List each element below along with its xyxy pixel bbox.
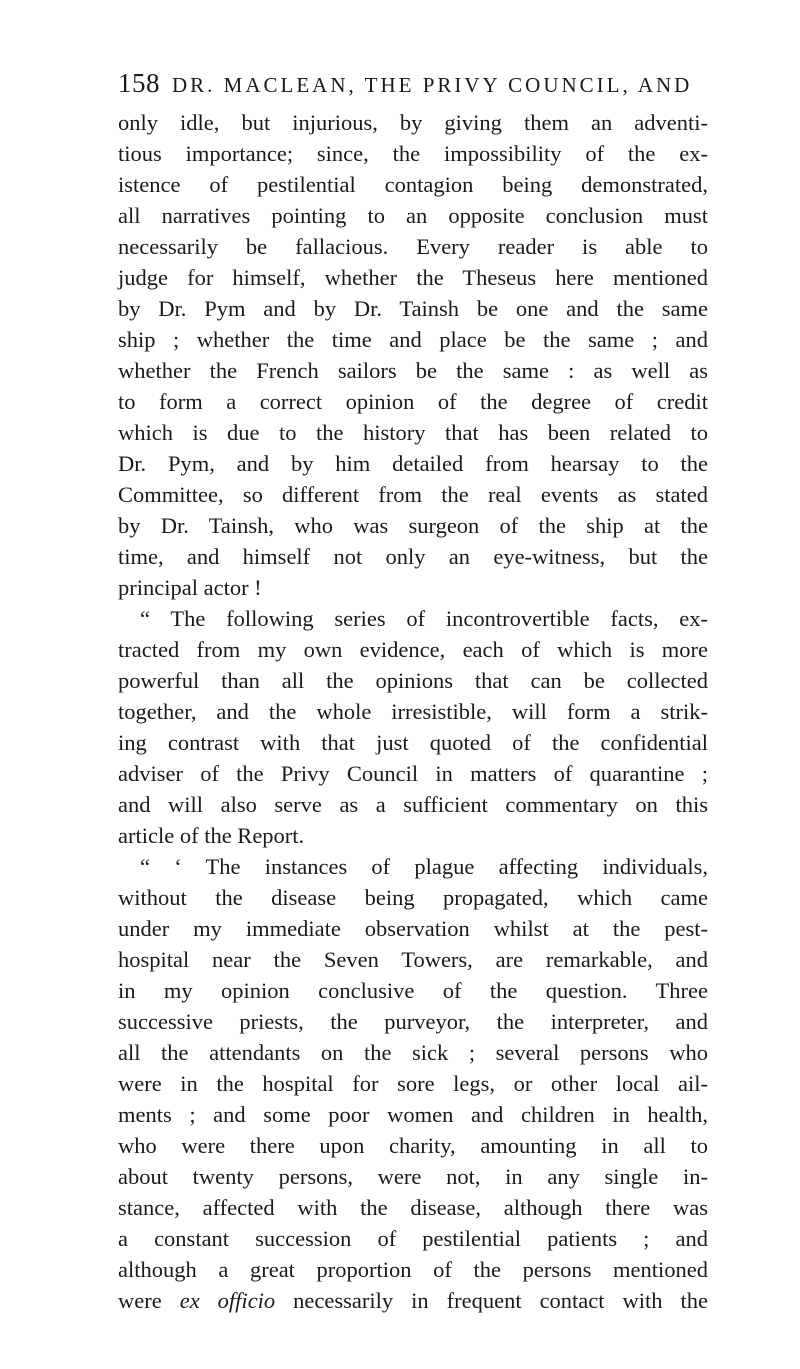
- text-line: who were there upon charity, amounting in all to: [118, 1133, 708, 1158]
- text-line: judge for himself, whether the Theseus here mentioned: [118, 265, 708, 290]
- text-line: and will also serve as a sufficient commentary on this: [118, 792, 708, 817]
- text-line: time, and himself not only an eye-witness, but the: [118, 544, 708, 569]
- text-line: all the attendants on the sick ; several persons who: [118, 1040, 708, 1065]
- text-line: were in the hospital for sore legs, or other local ail-: [118, 1071, 708, 1096]
- italic-phrase: ex officio: [179, 1288, 276, 1313]
- paragraph-end-line: article of the Report.: [118, 823, 305, 848]
- text-line: only idle, but injurious, by giving them an adventi-: [118, 110, 708, 135]
- text-line: without the disease being propagated, which came: [118, 885, 708, 910]
- text-line: whether the French sailors be the same : as well as: [118, 358, 708, 383]
- text-line: by Dr. Tainsh, who was surgeon of the ship at the: [118, 513, 708, 538]
- text-line: although a great proportion of the persons mentioned: [118, 1257, 708, 1282]
- text-line: tracted from my own evidence, each of which is more: [118, 637, 708, 662]
- text-line: istence of pestilential contagion being demonstrated,: [118, 172, 708, 197]
- text-line: all narratives pointing to an opposite conclusion must: [118, 203, 708, 228]
- paragraph-start-line: “ ‘ The instances of plague affecting individuals,: [140, 854, 708, 879]
- text-line: by Dr. Pym and by Dr. Tainsh be one and the same: [118, 296, 708, 321]
- running-title: DR. MACLEAN, THE PRIVY COUNCIL, AND: [172, 73, 693, 97]
- text-line: ments ; and some poor women and children in health,: [118, 1102, 708, 1127]
- page-number: 158: [118, 68, 160, 98]
- text-line: Committee, so different from the real events as stated: [118, 482, 708, 507]
- text-line: which is due to the history that has been related to: [118, 420, 708, 445]
- running-head: [118, 68, 718, 98]
- paragraph-start-line: “ The following series of incontrovertible facts, ex-: [140, 606, 708, 631]
- text-line: adviser of the Privy Council in matters of quarantine ;: [118, 761, 708, 786]
- text-line: powerful than all the opinions that can be collected: [118, 668, 708, 693]
- text-line: under my immediate observation whilst at the pest-: [118, 916, 708, 941]
- text-line: successive priests, the purveyor, the interpreter, and: [118, 1009, 708, 1034]
- text-line: were ex officio necessarily in frequent contact with the: [118, 1288, 709, 1313]
- text-line: tious importance; since, the impossibility of the ex-: [118, 141, 708, 166]
- paragraph-end-line: principal actor !: [118, 575, 262, 600]
- text-line: necessarily be fallacious. Every reader is able to: [118, 234, 708, 259]
- text-line: to form a correct opinion of the degree of credit: [118, 389, 708, 414]
- text-line: a constant succession of pestilential patients ; and: [118, 1226, 708, 1251]
- text-line: hospital near the Seven Towers, are remarkable, and: [118, 947, 708, 972]
- text-line: ship ; whether the time and place be the same ; and: [118, 327, 708, 352]
- text-line: ing contrast with that just quoted of the confidential: [118, 730, 708, 755]
- text-line: together, and the whole irresistible, will form a strik-: [118, 699, 708, 724]
- text-line: stance, affected with the disease, although there was: [118, 1195, 708, 1220]
- body-text: [118, 107, 708, 1316]
- text-line: Dr. Pym, and by him detailed from hearsay to the: [118, 451, 708, 476]
- text-line: in my opinion conclusive of the question. Three: [118, 978, 708, 1003]
- text-line: about twenty persons, were not, in any single in-: [118, 1164, 708, 1189]
